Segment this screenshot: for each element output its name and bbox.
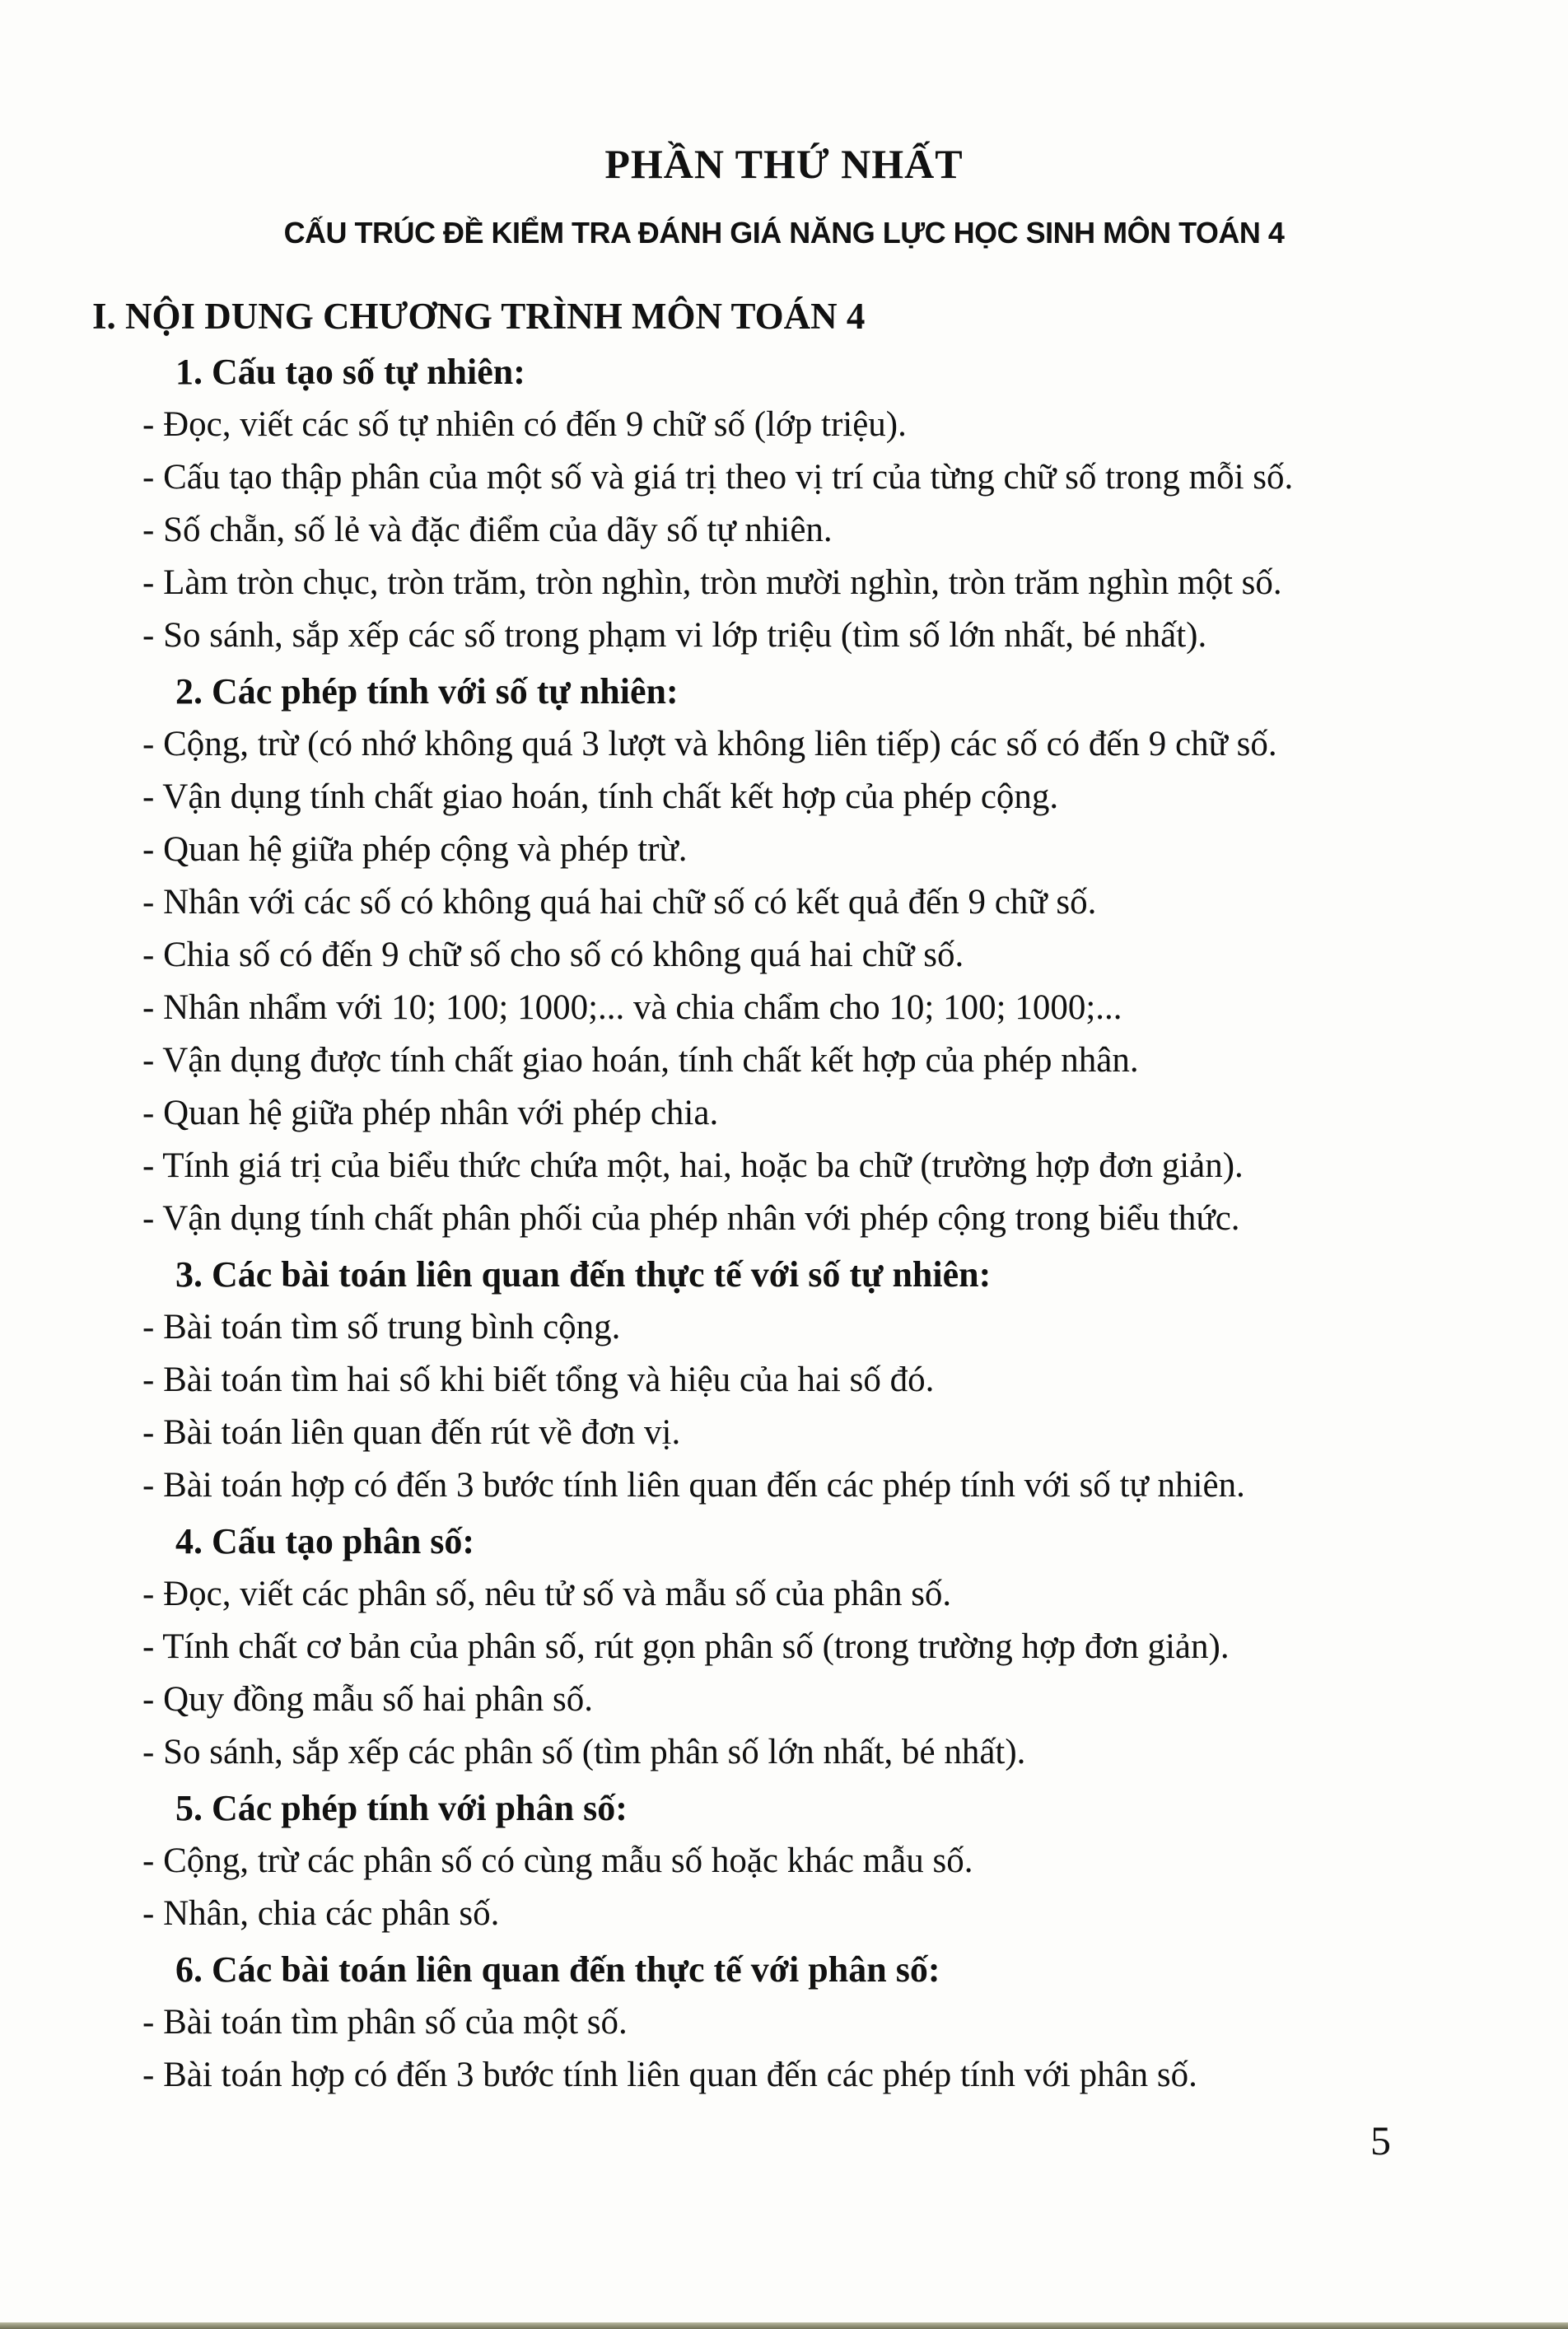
page-title: PHẦN THỨ NHẤT [604, 141, 964, 187]
list-item: - Tính chất cơ bản của phân số, rút gọn phân số (trong trường hợp đơn giản). [142, 1627, 1230, 1666]
section-1 [142, 346, 1492, 662]
section-heading: 4. Cấu tạo phân số: [175, 1521, 475, 1561]
list-item: - Chia số có đến 9 chữ số cho số có không quá hai chữ số. [142, 936, 964, 974]
list-item: - Bài toán tìm số trung bình cộng. [142, 1308, 621, 1347]
document-content [92, 290, 1492, 2102]
scan-edge [0, 2322, 1568, 2329]
list-item: - So sánh, sắp xếp các số trong phạm vi lớp triệu (tìm số lớn nhất, bé nhất). [142, 616, 1207, 655]
section-4 [142, 1515, 1492, 1779]
part-heading: I. NỘI DUNG CHƯƠNG TRÌNH MÔN TOÁN 4 [92, 296, 866, 337]
section-heading: 5. Các phép tính với phân số: [175, 1788, 628, 1828]
list-item: - Bài toán hợp có đến 3 bước tính liên quan đến các phép tính với số tự nhiên. [142, 1466, 1245, 1505]
section-2 [142, 665, 1492, 1245]
sections-container [92, 346, 1492, 2102]
list-item: - Quan hệ giữa phép cộng và phép trừ. [142, 830, 688, 869]
list-item: - Nhân, chia các phân số. [142, 1894, 500, 1933]
page-subtitle: CẤU TRÚC ĐỀ KIỂM TRA ĐÁNH GIÁ NĂNG LỰC HỌC SINH MÔN TOÁN 4 [283, 216, 1285, 250]
list-item: - Số chẵn, số lẻ và đặc điểm của dãy số tự nhiên. [142, 511, 833, 549]
section-6 [142, 1944, 1492, 2102]
list-item: - Cộng, trừ (có nhớ không quá 3 lượt và không liên tiếp) các số có đến 9 chữ số. [142, 725, 1277, 763]
list-item: - Làm tròn chục, tròn trăm, tròn nghìn, tròn mười nghìn, tròn trăm nghìn một số. [142, 563, 1282, 602]
list-item: - Tính giá trị của biểu thức chứa một, hai, hoặc ba chữ (trường hợp đơn giản). [142, 1146, 1244, 1185]
list-item: - Bài toán tìm hai số khi biết tổng và hiệu của hai số đó. [142, 1361, 935, 1399]
list-item: - Vận dụng được tính chất giao hoán, tính chất kết hợp của phép nhân. [142, 1041, 1139, 1080]
section-5 [142, 1782, 1492, 1940]
list-item: - Vận dụng tính chất phân phối của phép nhân với phép cộng trong biểu thức. [142, 1199, 1240, 1238]
list-item: - So sánh, sắp xếp các phân số (tìm phân số lớn nhất, bé nhất). [142, 1733, 1026, 1771]
list-item: - Bài toán liên quan đến rút về đơn vị. [142, 1413, 681, 1452]
section-heading: 6. Các bài toán liên quan đến thực tế với phân số: [175, 1949, 940, 1990]
list-item: - Bài toán tìm phân số của một số. [142, 2003, 628, 2042]
section-heading: 3. Các bài toán liên quan đến thực tế với số tự nhiên: [175, 1254, 992, 1295]
list-item: - Cộng, trừ các phân số có cùng mẫu số hoặc khác mẫu số. [142, 1841, 973, 1880]
list-item: - Quan hệ giữa phép nhân với phép chia. [142, 1094, 719, 1132]
section-heading: 1. Cấu tạo số tự nhiên: [175, 352, 525, 392]
page-number: 5 [1370, 2117, 1391, 2163]
list-item: - Đọc, viết các số tự nhiên có đến 9 chữ số (lớp triệu). [142, 405, 907, 444]
list-item: - Vận dụng tính chất giao hoán, tính chất kết hợp của phép cộng. [142, 777, 1059, 816]
section-3 [142, 1249, 1492, 1512]
list-item: - Bài toán hợp có đến 3 bước tính liên quan đến các phép tính với phân số. [142, 2056, 1197, 2094]
section-heading: 2. Các phép tính với số tự nhiên: [175, 671, 679, 712]
list-item: - Quy đồng mẫu số hai phân số. [142, 1680, 593, 1719]
list-item: - Nhân nhẩm với 10; 100; 1000;... và chia chẩm cho 10; 100; 1000;... [142, 988, 1122, 1027]
list-item: - Nhân với các số có không quá hai chữ số có kết quả đến 9 chữ số. [142, 883, 1097, 922]
list-item: - Cấu tạo thập phân của một số và giá trị theo vị trí của từng chữ số trong mỗi số. [142, 458, 1294, 497]
list-item: - Đọc, viết các phân số, nêu tử số và mẫu số của phân số. [142, 1575, 952, 1613]
